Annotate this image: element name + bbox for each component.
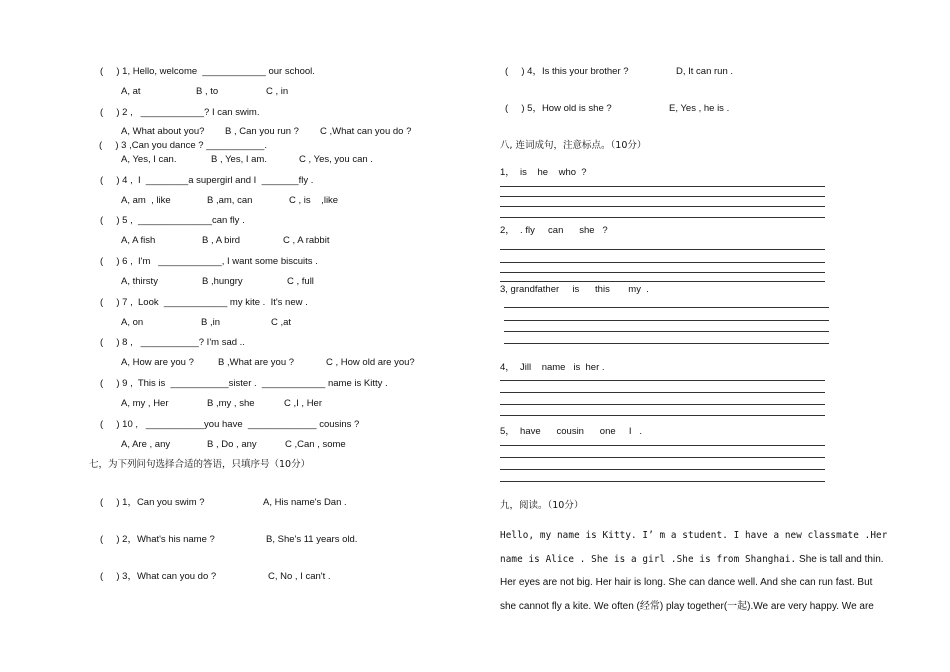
reading-passage-rest: She is tall and thin. Her eyes are not big. Her hair is long. She can dance well. And she can run fast. But she cannot fly a kite. We often (经常) play together(一起).We are very happy. We are [500,553,884,612]
sentence-5-words: 5， have cousin one I . [500,426,643,437]
section-7-heading: 七，为下列问句选择合适的答语，只填序号（10分） [89,459,311,470]
q5-option-c: C , A rabbit [283,235,330,246]
answer-line[interactable] [500,281,825,282]
q1-option-a: A, at [121,86,141,97]
match-question-3: ( ) 3，What can you do ? [100,571,217,582]
q9-option-b: B ,my , she [207,398,255,409]
answer-line[interactable] [500,481,825,482]
q6-option-c: C , full [287,276,314,287]
section-9-heading: 九，阅读。（10分） [500,500,584,511]
question-5: ( ) 5 , ______________can fly . [100,215,245,226]
answer-line[interactable] [500,404,825,405]
q8-option-c: C , How old are you? [326,357,415,368]
q10-option-c: C ,Can , some [285,439,346,450]
question-10: ( ) 10 , ___________you have _____________ cousins ? [100,419,360,430]
q3-option-b: B , Yes, I am. [211,154,267,165]
q4-option-c: C , is ,like [289,195,339,206]
q7-option-b: B ,in [201,317,221,328]
section-8-heading: 八, 连词成句，注意标点。（10分） [500,140,647,151]
sentence-3-words: 3, grandfather is this my . [500,284,649,295]
q7-option-a: A, on [121,317,144,328]
answer-line[interactable] [504,307,829,308]
q9-option-c: C ,I , Her [284,398,323,409]
sentence-1-words: 1， is he who ? [500,167,587,178]
sentence-2-words: 2， . fly can she ? [500,225,608,236]
answer-line[interactable] [504,343,829,344]
answer-line[interactable] [500,272,825,273]
answer-line[interactable] [504,331,829,332]
question-9: ( ) 9 , This is ___________sister . ____________ name is Kitty . [100,378,388,389]
answer-line[interactable] [500,217,825,218]
answer-line[interactable] [504,320,829,321]
match-answer-d: D, It can run . [676,66,734,77]
q1-option-c: C , in [266,86,289,97]
q4-option-b: B ,am, can [207,195,253,206]
answer-line[interactable] [500,415,825,416]
answer-line[interactable] [500,445,825,446]
question-4: ( ) 4 , I ________a supergirl and I _______fly . [100,175,314,186]
match-answer-a: A, His name's Dan . [263,497,347,508]
match-question-5: ( ) 5，How old is she ? [505,103,612,114]
match-question-2: ( ) 2，What's his name ? [100,534,215,545]
answer-line[interactable] [500,186,825,187]
match-answer-c: C, No , I can't . [268,571,331,582]
question-3: ( ) 3 ,Can you dance ? ___________. [99,140,267,151]
answer-line[interactable] [500,392,825,393]
q10-option-b: B , Do , any [207,439,257,450]
question-7: ( ) 7 , Look ____________ my kite . It's new . [100,297,308,308]
question-8: ( ) 8 , ___________? I'm sad .. [100,337,245,348]
q6-option-b: B ,hungry [202,276,243,287]
question-2: ( ) 2 , ____________? I can swim. [100,107,260,118]
q2-option-a: A, What about you? [121,126,205,137]
match-answer-b: B, She's 11 years old. [266,534,358,545]
question-1: ( ) 1, Hello, welcome ____________ our school. [100,66,315,77]
answer-line[interactable] [500,196,825,197]
q2-option-c: C ,What can you do ? [320,126,412,137]
q3-option-c: C , Yes, you can . [299,154,373,165]
match-answer-e: E, Yes , he is . [669,103,730,114]
q7-option-c: C ,at [271,317,292,328]
q5-option-b: B , A bird [202,235,241,246]
reading-passage [500,524,888,618]
match-question-4: ( ) 4，Is this your brother ? [505,66,629,77]
q3-option-a: A, Yes, I can. [121,154,177,165]
q5-option-a: A, A fish [121,235,156,246]
q9-option-a: A, my , Her [121,398,169,409]
q8-option-b: B ,What are you ? [218,357,295,368]
answer-line[interactable] [500,469,825,470]
answer-line[interactable] [500,380,825,381]
reading-passage-start: Hello, my name is Kitty. I’ m a student. I have a new classmate .Her name is Alice . She is a girl .She is from Shanghai. [500,530,888,565]
match-question-1: ( ) 1，Can you swim ? [100,497,205,508]
q1-option-b: B , to [196,86,219,97]
answer-line[interactable] [500,457,825,458]
q8-option-a: A, How are you ? [121,357,194,368]
answer-line[interactable] [500,262,825,263]
q2-option-b: B , Can you run ? [225,126,299,137]
q6-option-a: A, thirsty [121,276,158,287]
q4-option-a: A, am , like [121,195,171,206]
q10-option-a: A, Are , any [121,439,171,450]
answer-line[interactable] [500,249,825,250]
question-6: ( ) 6 , I'm ____________, I want some biscuits . [100,256,318,267]
answer-line[interactable] [500,206,825,207]
sentence-4-words: 4， Jill name is her . [500,362,605,373]
